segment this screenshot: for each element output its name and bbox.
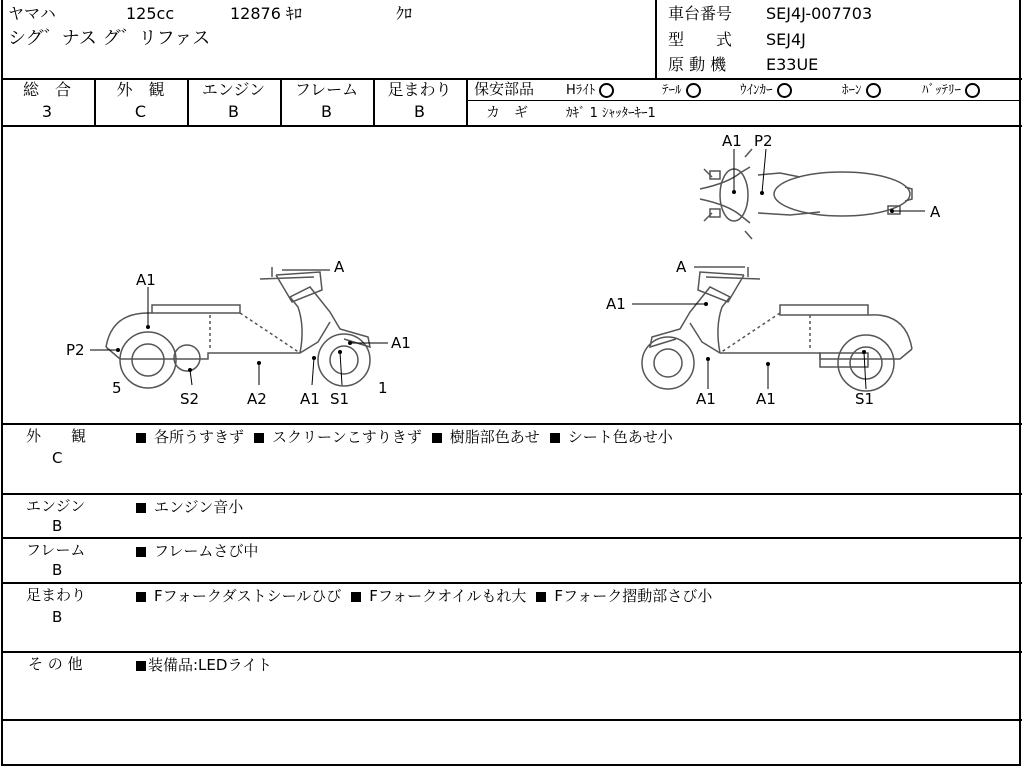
ok-circle-icon	[777, 83, 792, 98]
note-items: エンジン音小	[132, 499, 249, 515]
label-left-s1: S1	[330, 390, 350, 408]
ok-circle-icon	[965, 83, 980, 98]
type-label: 型 式	[668, 30, 733, 49]
model-name: シグ゛ナス グ゛リファス	[8, 28, 211, 49]
note-items: 各所うすきず スクリーンこすりきず 樹脂部色あせ シート色あせ小	[132, 429, 679, 445]
note-items: フレームさび中	[132, 543, 264, 559]
divider	[1, 719, 1022, 721]
overall-label: 総 合	[22, 80, 71, 99]
engine-model-label: 原 動 機	[668, 55, 727, 74]
displacement: 125cc	[126, 4, 175, 23]
exterior-label: 外 観	[116, 80, 165, 99]
divider	[466, 78, 468, 125]
safety-item-horn: ﾎｰﾝ	[842, 83, 881, 98]
label-left-a1-bottom: A1	[300, 390, 320, 408]
key-label: カ ギ	[486, 105, 528, 121]
note-grade: B	[52, 608, 63, 626]
label-top-a: A	[930, 203, 941, 221]
suspension-grade: B	[414, 102, 425, 121]
overall-grade: 3	[41, 102, 53, 121]
scooter-top-view	[700, 149, 912, 239]
mileage: 12876 ｷﾛ	[230, 4, 302, 23]
label-right-a: A	[676, 258, 687, 276]
frame-no-label: 車台番号	[668, 4, 733, 23]
type-value: SEJ4J	[766, 30, 806, 49]
safety-item-tail: ﾃｰﾙ	[662, 83, 701, 98]
label-right-s1: S1	[855, 390, 875, 408]
safety-item-battery: ﾊﾞｯﾃﾘｰ	[922, 83, 980, 98]
note-items: 装備品:LEDライト	[132, 657, 278, 673]
scooter-right-view	[642, 267, 912, 391]
note-grade: C	[52, 449, 63, 467]
divider	[1, 493, 1022, 495]
label-right-a1-b1: A1	[696, 390, 716, 408]
label-left-s2: S2	[180, 390, 200, 408]
divider	[1, 582, 1022, 584]
scooter-diagram	[0, 127, 1022, 422]
note-label: 外 観	[26, 427, 87, 445]
divider	[1, 651, 1022, 653]
exterior-grade: C	[134, 102, 147, 121]
note-label: エンジン	[26, 497, 86, 515]
label-left-1: 1	[378, 379, 388, 397]
note-items: Fフォークダストシールひび Fフォークオイルもれ大 Fフォーク摺動部さび小	[132, 588, 718, 604]
maker: ヤマハ	[8, 4, 56, 23]
label-left-a1-right: A1	[391, 334, 411, 352]
engine-grade: B	[228, 102, 239, 121]
label-left-a2: A2	[247, 390, 267, 408]
label-top-p2: P2	[754, 132, 773, 150]
divider	[1, 537, 1022, 539]
note-grade: B	[52, 561, 63, 579]
label-left-5: 5	[112, 379, 122, 397]
key-value: ｶｷﾞ 1 ｼｬｯﾀｰｷｰ1	[566, 106, 656, 121]
engine-label: エンジン	[201, 80, 266, 99]
engine-model: E33UE	[766, 55, 819, 74]
suspension-label: 足まわり	[387, 80, 452, 99]
safety-label: 保安部品	[474, 80, 535, 98]
label-right-a1-b2: A1	[756, 390, 776, 408]
note-label: 足まわり	[26, 586, 87, 604]
safety-item-winker: ｳｲﾝｶｰ	[740, 83, 792, 98]
ok-circle-icon	[686, 83, 701, 98]
frame-no: SEJ4J-007703	[766, 4, 873, 23]
leader-dots	[116, 190, 894, 372]
divider	[466, 100, 1021, 101]
frame-label: フレーム	[294, 80, 359, 99]
note-grade: B	[52, 517, 63, 535]
ok-circle-icon	[866, 83, 881, 98]
ok-circle-icon	[599, 83, 614, 98]
frame-grade: B	[321, 102, 332, 121]
divider	[1, 423, 1022, 425]
color: ｸﾛ	[396, 4, 413, 23]
note-label: そ の 他	[28, 655, 83, 673]
label-left-a1-top: A1	[136, 271, 156, 289]
note-label: フレーム	[26, 541, 86, 559]
label-top-a1: A1	[722, 132, 742, 150]
label-left-a: A	[334, 258, 345, 276]
label-left-p2: P2	[66, 341, 85, 359]
safety-item-headlight: Hﾗｲﾄ	[566, 83, 614, 98]
divider	[655, 0, 657, 78]
label-right-a1-top: A1	[606, 295, 626, 313]
